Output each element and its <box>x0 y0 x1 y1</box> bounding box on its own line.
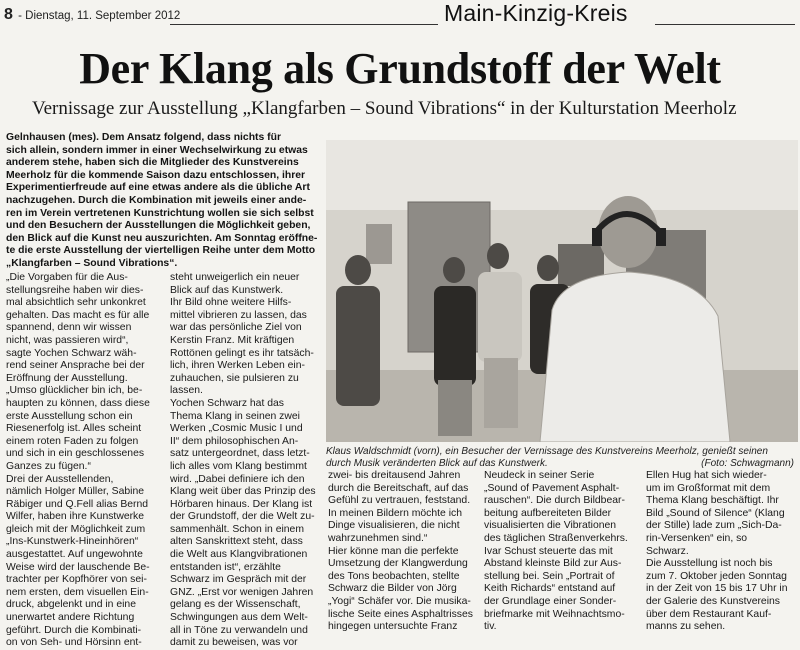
lead-line: sich allein, sondern immer in einer Wechselwirkung zu etwas <box>6 144 308 156</box>
column-line: briefmarke mit Weihnachtsmo- <box>484 608 625 620</box>
column-line: geführt. Durch die Kombinati- <box>6 624 142 636</box>
column-line: unerwartet andere Richtung <box>6 612 135 624</box>
column-line: wird. „Dabei definiere ich den <box>170 473 305 485</box>
column-line: Ellen Hug hat sich wieder- <box>646 470 767 481</box>
column-line: Gefühl zu vertrauen, feststand. <box>328 495 471 507</box>
caption-line: durch Musik veränderten Blick auf das Kunstwerk. <box>326 458 548 469</box>
column-line: steht unweigerlich ein neuer <box>170 272 300 283</box>
column-line: satz untergeordnet, dass letzt- <box>170 448 310 460</box>
column-line: Hier könne man die perfekte <box>328 545 459 557</box>
caption-line: Klaus Waldschmidt (vorn), ein Besucher der Vernissage des Kunstvereins Meerholz, genießt seinen <box>326 446 768 457</box>
column-line: rauschen“. Die durch Bildbear- <box>484 495 625 507</box>
photo-credit: (Foto: Schwagmann) <box>701 458 794 469</box>
column-line: damit zu beweisen, was vor <box>170 637 298 649</box>
column-line: Drei der Ausstellenden, <box>6 473 114 485</box>
lead-line: und den Besuchern der Ausstellungen die Möglichkeit geben, <box>6 220 311 232</box>
article-column-1 <box>6 272 162 650</box>
column-line: in der Zeit von 15 bis 17 Uhr in <box>646 583 788 595</box>
column-line: der Galerie des Kunstvereins <box>646 595 780 607</box>
column-line: beitung aufbereiteten Bilder <box>484 507 612 519</box>
column-line: zum 7. Oktober jeden Sonntag <box>646 570 787 582</box>
column-line: sagte Yochen Schwarz wäh- <box>6 347 137 359</box>
column-line: nicht, was passieren wird“, <box>6 334 129 346</box>
page-number: 8 <box>4 6 13 23</box>
column-line: lich, ihren Werken Leben ein- <box>170 360 305 372</box>
column-line: Bild „Sound of Silence“ (Klang <box>646 507 785 519</box>
exhibition-photo-illustration <box>326 140 798 442</box>
column-line: „Ins-Kunstwerk-Hineinhören“ <box>6 536 139 548</box>
column-line: Riesenerfolg ist. Alles scheint <box>6 423 142 435</box>
column-line: all in Töne zu verwandeln und <box>170 624 308 636</box>
column-line: Neudeck in seiner Serie <box>484 470 595 481</box>
column-line: mittel vibrieren zu lassen, das <box>170 309 307 321</box>
column-line: Umsetzung der Klangwerdung <box>328 558 468 570</box>
column-line: um im Großformat mit dem <box>646 482 771 494</box>
column-line: Räbiger und Q.Fell alias Bernd <box>6 498 149 510</box>
column-line: Ihr Bild ohne weitere Hilfs- <box>170 297 292 309</box>
photo-caption <box>326 446 798 470</box>
column-line: Dinge visualisieren, die nicht <box>328 520 460 532</box>
column-line: entstanden ist“, erzählte <box>170 561 281 573</box>
lead-line: te die erste Ausstellung der viertelligen Reihe unter dem Motto <box>6 245 316 257</box>
lead-line: Experimentierfreude auf eine etwas andere als die übliche Art <box>6 182 310 194</box>
column-line: Eröffnung der Ausstellung. <box>6 372 128 384</box>
column-line: über dem Restaurant Kauf- <box>646 608 772 620</box>
column-line: rin-Versenken“ ein, so <box>646 532 748 544</box>
column-line: des täglichen Straßenverkehrs. <box>484 532 628 544</box>
column-line: lassen. <box>170 385 203 397</box>
column-line: Klang weit über das Prinzip des <box>170 486 316 498</box>
column-line: alten Sanskrittext steht, dass <box>170 536 303 548</box>
issue-date: - Dienstag, 11. September 2012 <box>18 10 181 22</box>
column-line: GNZ. „Erst vor wenigen Jahren <box>170 586 314 598</box>
column-line: Blick auf das Kunstwerk. <box>170 284 284 296</box>
page-header-left <box>4 6 180 24</box>
column-line: Die Ausstellung ist noch bis <box>646 558 773 570</box>
column-line: Keith Richards“ entstand auf <box>484 583 616 595</box>
column-line: druck, abgelenkt und in eine <box>6 599 136 611</box>
column-line: Yochen Schwarz hat das <box>170 397 284 409</box>
column-line: In meinen Bildern möchte ich <box>328 507 462 519</box>
column-line: Weise wird der lauschende Be- <box>6 561 150 573</box>
column-line: mal absichtlich sehr unkonkret <box>6 297 146 309</box>
column-line: der Grundstoff, der die Welt zu- <box>170 511 315 523</box>
lead-line: Meerholz für die kommende Saison dazu entschlossen, ihrer <box>6 169 306 181</box>
column-line: Schwarz. <box>646 545 689 557</box>
column-line: Abstand kleinste Bild zur Aus- <box>484 558 622 570</box>
column-line: der Grundlage einer Sonder- <box>484 595 617 607</box>
column-line: zwei- bis dreitausend Jahren <box>328 470 461 481</box>
column-line: Schwarz im Gespräch mit der <box>170 574 307 586</box>
column-line: war das persönliche Ziel von <box>170 322 302 334</box>
article-column-5 <box>646 470 796 634</box>
column-line: „Die Vorgaben für die Aus- <box>6 272 128 283</box>
column-line: rend seiner Ansprache bei der <box>6 360 145 372</box>
column-line: spannend, denn wir wissen <box>6 322 132 334</box>
column-line: Ganzes zu fügen.“ <box>6 460 91 472</box>
column-line: lich alles vom Klang bestimmt <box>170 460 307 472</box>
column-line: lische Seite eines Asphaltrisses <box>328 608 473 620</box>
column-line: die Welt aus Klangvibrationen <box>170 549 308 561</box>
lead-line: „Klangfarben – Sound Vibrations“. <box>6 257 178 269</box>
article-column-2 <box>170 272 320 650</box>
article-photo <box>326 140 798 442</box>
column-line: visualisierten die Vibrationen <box>484 520 617 532</box>
column-line: „Umso glücklicher bin ich, be- <box>6 385 143 397</box>
column-line: „Yogi“ Schäfer vor. Die musika- <box>328 595 471 607</box>
column-line: der Stille) lade zum „Sich-Da- <box>646 520 782 532</box>
column-line: Werken „Cosmic Music I und <box>170 423 303 435</box>
column-line: Hörbaren hinaus. Der Klang ist <box>170 498 313 510</box>
article-headline: Der Klang als Grundstoff der Welt <box>79 44 721 93</box>
dateline: Gelnhausen <box>6 132 66 143</box>
header-rule-left <box>170 24 438 25</box>
lead-line: anderem stehe, haben sich die Mitglieder des Kunstvereins <box>6 157 299 169</box>
column-line: gelang es der Wissenschaft, <box>170 599 301 611</box>
column-line: nem ersten, dem visuellen Ein- <box>6 586 149 598</box>
column-line: hingegen untersuchte Franz <box>328 621 458 633</box>
article-subheadline: Vernissage zur Ausstellung „Klangfarben – Sound Vibrations“ in der Kulturstation Meerholz <box>32 98 737 119</box>
lead-line: nachzugehen. Durch die Kombination mit jeweils einer ande- <box>6 194 307 206</box>
column-line: stellung bei. Sein „Portrait of <box>484 570 615 582</box>
column-line: tiv. <box>484 621 497 633</box>
column-line: Schwingungen aus dem Welt- <box>170 612 308 624</box>
article-column-4 <box>484 470 638 634</box>
column-line: manns zu sehen. <box>646 621 726 633</box>
column-line: stellungsreihe haben wir dies- <box>6 284 144 296</box>
column-line: einem roten Faden zu folgen <box>6 435 139 447</box>
lead-line: (mes). Dem Ansatz folgend, dass nichts für <box>68 132 282 143</box>
column-line: „Sound of Pavement Asphalt- <box>484 482 620 494</box>
column-line: gleich mit der Möglichkeit zum <box>6 523 146 535</box>
column-line: Rottönen gelingt es ihr tatsäch- <box>170 347 314 359</box>
column-line: Wilfer, haben ihre Kunstwerke <box>6 511 145 523</box>
column-line: II“ dem philosophischen An- <box>170 435 299 447</box>
lead-line: ren im Verein vertretenen Kunstrichtung wollen sie sich selbst <box>6 207 314 219</box>
column-line: zuhauchen, sie pulsieren zu <box>170 372 299 384</box>
column-line: des Tons beobachten, stellte <box>328 570 460 582</box>
lead-line: den Blick auf die Kunst neu auszurichten. Am Sonntag eröffne- <box>6 232 318 244</box>
column-line: sammenhält. Schon in einem <box>170 523 304 535</box>
column-line: haupten zu können, dass diese <box>6 397 150 409</box>
column-line: Thema Klang in seinen zwei <box>170 410 300 422</box>
article-lead <box>6 132 318 271</box>
section-title: Main-Kinzig-Kreis <box>444 0 628 26</box>
column-line: durch die Bereitschaft, auf das <box>328 482 469 494</box>
column-line: und sich in ein geschlossenes <box>6 448 145 460</box>
header-rule-right <box>655 24 795 25</box>
column-line: wahrzunehmen sind.“ <box>328 532 428 544</box>
column-line: erste Ausstellung schon ein <box>6 410 133 422</box>
column-line: Kerstin Franz. Mit kräftigen <box>170 334 295 346</box>
column-line: ausgestattet. Auf ungewohnte <box>6 549 143 561</box>
column-line: gehalten. Das macht es für alle <box>6 309 150 321</box>
column-line: trachter per Kopfhörer von sei- <box>6 574 147 586</box>
column-line: nämlich Holger Müller, Sabine <box>6 486 145 498</box>
column-line: Ivar Schust steuerte das mit <box>484 545 613 557</box>
column-line: on von Seh- und Hörsinn ent- <box>6 637 142 649</box>
column-line: Thema Klang beschäftigt. Ihr <box>646 495 779 507</box>
column-line: Schwarz die Bilder von Jörg <box>328 583 457 595</box>
article-column-3 <box>328 470 476 634</box>
